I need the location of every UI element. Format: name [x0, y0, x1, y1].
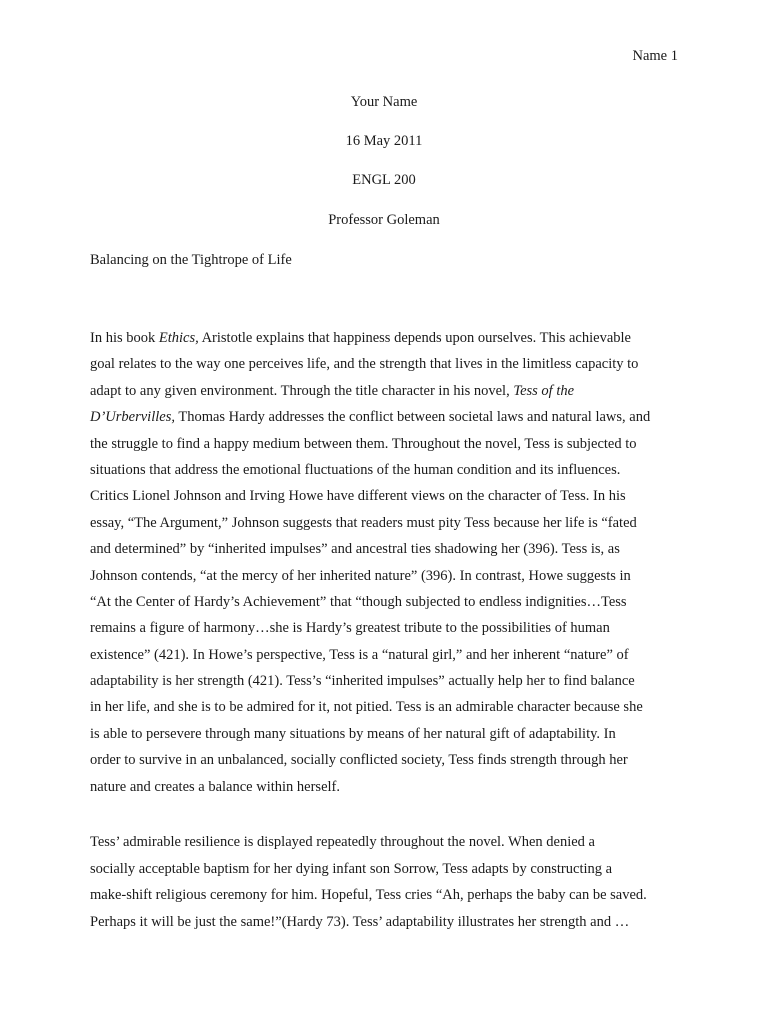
paragraph-line: “At the Center of Hardy’s Achievement” that “though subjected to endless indignities…Tess: [90, 593, 627, 610]
paragraph-line: socially acceptable baptism for her dying infant son Sorrow, Tess adapts by constructing a: [90, 860, 613, 877]
text-run: In his book: [90, 330, 159, 346]
novel-title-part2: D’Urbervilles,: [90, 409, 175, 426]
paragraph-2: [90, 829, 690, 935]
paragraph-line: [90, 378, 690, 404]
course-line: ENGL 200: [352, 172, 416, 188]
paragraph-line: situations that address the emotional fluctuations of the human condition and its influences.: [90, 461, 621, 478]
paragraph-line: remains a figure of harmony…she is Hardy’s greatest tribute to the possibilities of human: [90, 620, 610, 637]
paragraph-line: Tess’ admirable resilience is displayed repeatedly throughout the novel. When denied a: [90, 834, 595, 850]
paragraph-line: the struggle to find a happy medium between them. Throughout the novel, Tess is subjected to: [90, 435, 637, 452]
paragraph-line: Perhaps it will be just the same!”(Hardy 73). Tess’ adaptability illustrates her strength and …: [90, 913, 630, 930]
paragraph-line: nature and creates a balance within herself.: [90, 778, 340, 795]
paragraph-line: is able to persevere through many situations by means of her natural gift of adaptability. In: [90, 725, 616, 742]
paragraph-line: adaptability is her strength (421). Tess’s “inherited impulses” actually help her to find balance: [90, 673, 635, 690]
paragraph-line: and determined” by “inherited impulses” and ancestral ties shadowing her (396). Tess is, as: [90, 541, 620, 558]
professor-line: Professor Goleman: [328, 212, 440, 228]
text-run: adapt to any given environment. Through the title character in his novel,: [90, 382, 514, 399]
paragraph-line: Johnson contends, “at the mercy of her inherited nature” (396). In contrast, Howe suggests in: [90, 567, 631, 584]
paragraph-line: essay, “The Argument,” Johnson suggests that readers must pity Tess because her life is “fated: [90, 514, 637, 531]
text-run: Thomas Hardy addresses the conflict between societal laws and natural laws, and: [174, 409, 651, 426]
author-name: Your Name: [350, 94, 418, 110]
paragraph-line: goal relates to the way one perceives life, and the strength that lives in the limitless capacity to: [90, 356, 639, 373]
page-header: Name 1: [632, 48, 678, 64]
paragraph-line: [90, 404, 690, 430]
novel-title-part1: Tess of the: [513, 382, 575, 399]
paragraph-line: existence” (421). In Howe’s perspective, Tess is a “natural girl,” and her inherent “nature” of: [90, 646, 629, 663]
paragraph-line: make-shift religious ceremony for him. Hopeful, Tess cries “Ah, perhaps the baby can be saved.: [90, 887, 647, 904]
date-line: 16 May 2011: [345, 133, 423, 149]
paragraph-1: [90, 325, 690, 800]
paragraph-line: in her life, and she is to be admired for it, not pitied. Tess is an admirable character because she: [90, 699, 643, 716]
paragraph-line: Critics Lionel Johnson and Irving Howe have different views on the character of Tess. In his: [90, 488, 626, 505]
essay-title: Balancing on the Tightrope of Life: [90, 252, 292, 268]
paragraph-line: [90, 325, 690, 351]
book-title-ethics: Ethics,: [158, 330, 199, 346]
text-run: Aristotle explains that happiness depends upon ourselves. This achievable: [198, 330, 631, 346]
paragraph-line: order to survive in an unbalanced, socially conflicted society, Tess finds strength through her: [90, 752, 628, 769]
